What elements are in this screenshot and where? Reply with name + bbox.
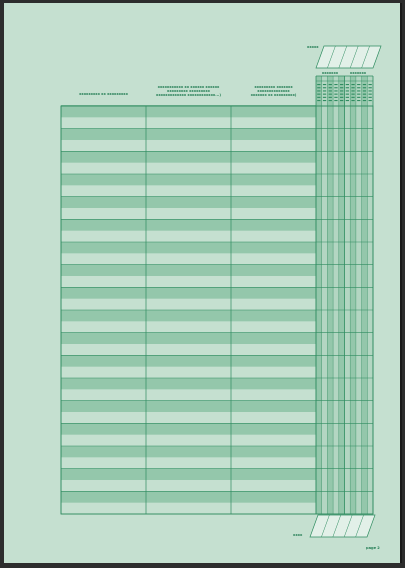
side-header-mark <box>346 97 349 98</box>
side-header-mark <box>317 87 320 88</box>
side-header-mark <box>346 87 349 88</box>
column-header-3-line-3: xxxxxxx xx xxxxxxxxx) <box>250 93 297 97</box>
side-header-mark <box>329 90 332 91</box>
row-band <box>61 106 316 117</box>
side-header-mark <box>329 100 332 101</box>
side-header-mark <box>363 100 366 101</box>
side-header-mark <box>317 90 320 91</box>
row-band <box>61 333 316 344</box>
side-header-mark <box>329 97 332 98</box>
side-header-mark <box>369 97 372 98</box>
side-header-mark <box>340 84 343 85</box>
side-header-mark <box>329 84 332 85</box>
bottom-slant-box <box>310 515 375 537</box>
side-header-mark <box>357 100 360 101</box>
column-header-3 <box>231 85 316 97</box>
column-header-2-line-1: xxxxxxxxxxx xx xxxxxx xxxxxx <box>157 85 220 89</box>
side-header-mark <box>351 100 354 101</box>
row-band <box>61 265 316 276</box>
side-header-mark <box>369 87 372 88</box>
side-header-mark <box>317 94 320 95</box>
side-header-mark <box>363 87 366 88</box>
side-header-mark <box>323 87 326 88</box>
row-band <box>61 355 316 366</box>
row-band <box>61 174 316 185</box>
side-header-mark <box>357 94 360 95</box>
side-header-mark <box>363 84 366 85</box>
side-header-mark <box>357 87 360 88</box>
row-band <box>61 423 316 434</box>
top-label: xxxxx <box>307 45 319 49</box>
side-header-mark <box>369 84 372 85</box>
side-header-mark <box>357 97 360 98</box>
side-stripe <box>345 76 351 514</box>
side-header-mark <box>323 94 326 95</box>
side-header-mark <box>323 100 326 101</box>
side-stripe <box>356 76 362 514</box>
side-header-mark <box>329 94 332 95</box>
row-band <box>61 219 316 230</box>
column-header-3-line-1: xxxxxxxxx xxxxxxx <box>254 85 293 89</box>
side-header-mark <box>334 87 337 88</box>
side-stripe <box>333 76 339 514</box>
column-header-2-line-2: xxxxxxxxx xxxxxxxxx <box>167 89 210 93</box>
side-group-label-2: xxxxxxx <box>349 71 367 75</box>
top-slant-box <box>316 46 381 68</box>
column-header-3-line-2: xxxxxxxxxxxxxx <box>257 89 290 93</box>
column-header-2 <box>146 85 231 97</box>
side-header-mark <box>340 90 343 91</box>
side-header-mark <box>351 90 354 91</box>
side-header-mark <box>340 100 343 101</box>
side-header-mark <box>369 90 372 91</box>
row-band <box>61 242 316 253</box>
side-header-mark <box>334 97 337 98</box>
row-band <box>61 491 316 502</box>
side-header-mark <box>357 84 360 85</box>
side-header-mark <box>334 94 337 95</box>
side-header-mark <box>346 90 349 91</box>
form-page <box>4 3 402 563</box>
side-header-mark <box>334 90 337 91</box>
side-stripe <box>322 76 328 514</box>
side-stripe <box>367 76 373 514</box>
side-header-mark <box>346 84 349 85</box>
side-header-mark <box>351 87 354 88</box>
side-header-mark <box>317 100 320 101</box>
side-header-mark <box>329 87 332 88</box>
page-number: page 2 <box>366 546 380 550</box>
side-header-mark <box>351 94 354 95</box>
row-band <box>61 378 316 389</box>
side-header-mark <box>323 90 326 91</box>
side-header-mark <box>317 97 320 98</box>
side-header-mark <box>346 94 349 95</box>
column-header-1 <box>61 92 146 96</box>
side-header-mark <box>346 100 349 101</box>
column-header-2-line-3: xxxxxxxxxxxxx xxxxxxxxxxxx...) <box>156 93 221 97</box>
side-header-mark <box>369 94 372 95</box>
side-header-mark <box>363 94 366 95</box>
column-header-1-line-1: xxxxxxxxx xx xxxxxxxxx <box>79 92 128 96</box>
side-header-mark <box>357 90 360 91</box>
side-header-mark <box>351 84 354 85</box>
side-header-mark <box>340 97 343 98</box>
row-band <box>61 469 316 480</box>
row-band <box>61 310 316 321</box>
row-band <box>61 446 316 457</box>
bottom-label: xxxx <box>293 533 303 537</box>
side-group-label-1: xxxxxxx <box>321 71 339 75</box>
side-header-mark <box>340 94 343 95</box>
row-band <box>61 401 316 412</box>
row-band <box>61 197 316 208</box>
row-band <box>61 151 316 162</box>
side-header-mark <box>323 84 326 85</box>
side-header-mark <box>334 84 337 85</box>
side-header-mark <box>351 97 354 98</box>
row-band <box>61 287 316 298</box>
side-header-mark <box>363 90 366 91</box>
side-header-mark <box>369 100 372 101</box>
side-header-mark <box>317 84 320 85</box>
side-header-mark <box>340 87 343 88</box>
side-header-mark <box>363 97 366 98</box>
row-band <box>61 129 316 140</box>
side-header-mark <box>334 100 337 101</box>
side-header-mark <box>323 97 326 98</box>
